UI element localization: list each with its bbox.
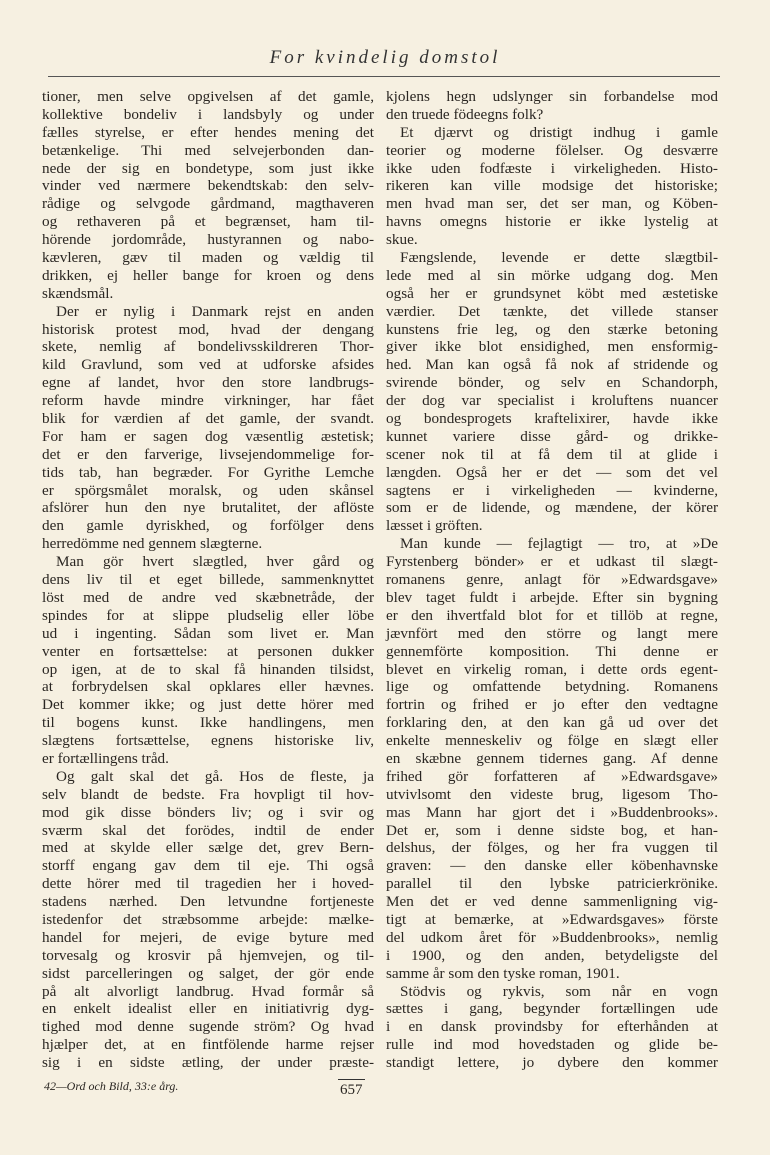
text-line: betænkelige. Thi med selvejerbonden dan-	[42, 141, 374, 159]
text-line: skændsmål.	[42, 284, 114, 302]
text-line: stadens nærhed. Den letvundne fortjeneste	[42, 893, 374, 911]
text-line: en enkelt idealist eller en initiativrig dyg-	[42, 1000, 374, 1018]
text-line: tioner, men selve opgivelsen af det gamle,	[42, 88, 374, 105]
text-line: tigt at bemærke, at »Edwardsgaves» förste	[386, 910, 718, 928]
text-line: kunstens frie leg, og den stærke betoning	[386, 320, 718, 338]
text-line: hjælper det, at en fintfölende harme rejser	[42, 1036, 374, 1054]
text-line: mas Mann har gjort det i »Buddenbrooks».	[386, 803, 718, 821]
text-line: Et djærvt og dristigt indhug i gamle	[400, 123, 718, 141]
text-line: til bogens kunst. Ikke handlingens, men	[42, 714, 374, 732]
text-line: For ham er sagen dog væsentlig æstetisk;	[42, 427, 374, 445]
text-line: drikken, ej heller bange for kroen og dens	[42, 266, 374, 284]
text-line: kævleren, gæv til maden og vældig til	[42, 249, 374, 267]
text-line: sværm skal det forödes, indtil de ender	[42, 821, 374, 839]
text-line: tighed mod denne sugende ström? Og hvad	[42, 1018, 374, 1036]
text-line: selv blandt de bedste. Fra hovpligt til hov-	[42, 785, 374, 803]
text-line: Man gör hvert slægtled, hver gård og	[56, 553, 374, 571]
text-line: parallel til den lybske patricierkrönike.	[386, 875, 718, 893]
text-line: at forbrydelsen skal opklares eller hævnes.	[42, 678, 374, 696]
text-line: værdier. Det tænkte, det villede stanser	[386, 302, 718, 320]
text-line: reform havde mindre virkninger, har fået	[42, 392, 374, 410]
text-line: fælles styrelse, er efter hendes mening det	[42, 123, 374, 141]
text-line: som er de lidende, og mændene, der körer	[386, 499, 718, 517]
page-number: 657	[338, 1079, 365, 1099]
text-line: sidst parcelleringen og salget, der gör ende	[42, 964, 374, 982]
text-line: kunnet variere disse gård- og drikke-	[386, 427, 718, 445]
text-line: spindes for at slippe pludselig eller löbe	[42, 606, 374, 624]
text-line: dette hörer med til tragedien her i hoved-	[42, 875, 374, 893]
text-line: en skæbne gennem tidernes gang. Af denne	[386, 749, 718, 767]
text-line: rulle ind mod hovedstaden og glide be-	[386, 1036, 718, 1054]
text-line: venter en fortsættelse: at personen dukker	[42, 642, 374, 660]
text-line: kollektive bondeliv i landsbyly og under	[42, 105, 374, 123]
text-line: nede der sig en bondetype, som just ikke	[42, 159, 374, 177]
text-line: romanens genre, anlagt för »Edwardsgave»	[386, 571, 718, 589]
text-line: slægtens fortsættelse, egnens historiske liv,	[42, 732, 374, 750]
text-line: dens liv til et eget billede, sammenknyttet	[42, 571, 374, 589]
text-line: blik for værdien af det gamle, der svandt.	[42, 410, 374, 428]
text-line: længden. Også her er det — som det vel	[386, 463, 718, 481]
text-line: enkelte menneskeliv og fölge en slægt eller	[386, 732, 718, 750]
text-line: ikke uden fodfæste i virkeligheden. Histo-	[386, 159, 718, 177]
text-line: er fortællingens tråd.	[42, 749, 169, 767]
text-line: i 1900, og den anden, betydeligste del	[386, 946, 718, 964]
text-line: er spörgsmålet moralsk, og uden skånsel	[42, 481, 374, 499]
text-line: Og galt skal det gå. Hos de fleste, ja	[56, 767, 374, 785]
text-line: hörende jordområde, hustyrannen og nabo-	[42, 231, 374, 249]
text-line: Stödvis og rykvis, som når en vogn	[400, 982, 718, 1000]
text-line: vinder ved nærmere bekendtskab: den selv-	[42, 177, 374, 195]
text-line: egne af landet, hvor den store landbrugs-	[42, 374, 374, 392]
text-line: Men det er ved denne sammenligning vig-	[386, 893, 718, 911]
text-line: det er den farverige, livsejendommelige for-	[42, 445, 374, 463]
text-line: löst med de andre ved skæbnetråde, der	[42, 588, 374, 606]
text-line: sagtens er i virkeligheden — kvinderne,	[386, 481, 718, 499]
text-line: Det er, som i denne sidste bog, et han-	[386, 821, 718, 839]
text-line: sig i en sidste ætling, der under præste-	[42, 1054, 374, 1072]
text-line: i en dansk provindsby for efterhånden at	[386, 1018, 718, 1036]
text-line: kjolens hegn udslynger sin forbandelse mod	[386, 88, 718, 105]
text-line: men hvad man ser, det ser man, og Köben-	[386, 195, 718, 213]
header-rule	[48, 76, 720, 77]
text-line: standigt lettere, jo dybere den kommer	[386, 1054, 718, 1072]
text-line: giver ikke blot ensidighed, men ensformig-	[386, 338, 718, 356]
text-line: kild Gravlund, som ved at udforske afsides	[42, 356, 374, 374]
text-line: graven: — den danske eller köbenhavnske	[386, 857, 718, 875]
text-line: og bondesprogets kraftelixirer, havde ikke	[386, 410, 718, 428]
text-line: Der er nylig i Danmark rejst en anden	[56, 302, 374, 320]
text-line: er den ihvertfald blot for et tillöb at regne,	[386, 606, 718, 624]
text-line: delshus, der fölges, og her fra vuggen til	[386, 839, 718, 857]
text-line: med at skylde eller sælge det, grev Bern-	[42, 839, 374, 857]
text-line: sættes i gang, begynder fortællingen ude	[386, 1000, 718, 1018]
text-line: istedenfor det stræbsomme arbejde: mælke-	[42, 910, 374, 928]
text-line: mod gik disse bönders liv; og i svir og	[42, 803, 374, 821]
text-line: Fængslende, levende er dette slægtbil-	[400, 249, 718, 267]
running-head-title: For kvindelig domstol	[269, 47, 501, 68]
text-line: skue.	[386, 231, 418, 249]
text-line: tids tab, han begræder. For Gyrithe Lemche	[42, 463, 374, 481]
text-line: afslörer hun den nye brutalitet, der aflöste	[42, 499, 374, 517]
right-column	[386, 88, 718, 1072]
text-line: Det kommer ikke; og just dette hörer med	[42, 696, 374, 714]
text-line: lige og omfattende betydning. Romanens	[386, 678, 718, 696]
text-line: skete, nemlig af bondelivsskildreren Thor-	[42, 338, 374, 356]
text-line: utvivlsomt den videste brug, ligesom Tho-	[386, 785, 718, 803]
text-line: frihed gör forfatteren af »Edwardsgave»	[386, 767, 718, 785]
text-line: læsset i gröften.	[386, 517, 483, 535]
text-line: gennemförte komposition. Thi denne er	[386, 642, 718, 660]
text-line: den truede födeegns folk?	[386, 105, 544, 123]
text-line: rikeren kan ville modsige det historiske;	[386, 177, 718, 195]
text-line: havns omegns historie er ikke lystelig at	[386, 213, 718, 231]
text-line: Fyrstenberg bönder» er et udkast til slægt-	[386, 553, 718, 571]
text-line: der dog var specialist i kroluftens nuancer	[386, 392, 718, 410]
text-line: scener nok til at få dem til at glide i	[386, 445, 718, 463]
text-line: også her er grundsynet köbt med æstetiske	[386, 284, 718, 302]
text-line: teorier og moderne fölelser. Og desværre	[386, 141, 718, 159]
text-line: storff engang gav dem til eje. Thi også	[42, 857, 374, 875]
text-line: op igen, at de to skal få hinanden tilsidst,	[42, 660, 374, 678]
footer-source: 42—Ord och Bild, 33:e årg.	[44, 1079, 179, 1093]
text-line: ud i ingenting. Sådan som livet er. Man	[42, 624, 374, 642]
text-line: den gamle dyriskhed, og forfölger dens	[42, 517, 374, 535]
text-line: handel for mejeri, de evige byture med	[42, 928, 374, 946]
text-line: svirende bönder, og selv en Schandorph,	[386, 374, 718, 392]
text-line: blevet en virkelig roman, i dette ords egent-	[386, 660, 718, 678]
text-line: samme år som den tyske roman, 1901.	[386, 964, 620, 982]
text-line: historisk protest mod, hvad der dengang	[42, 320, 374, 338]
text-line: torvesalg og krosvir på hjemvejen, og til-	[42, 946, 374, 964]
text-line: Man kunde — fejlagtigt — tro, at »De	[400, 535, 718, 553]
text-line: jævnfört med den större og langt mere	[386, 624, 718, 642]
text-line: og rethaveren på et begrænset, ham til-	[42, 213, 374, 231]
text-line: forklaring den, at den kan gå ud over det	[386, 714, 718, 732]
text-line: herredömme ned gennem slægterne.	[42, 535, 263, 553]
text-line: del udkom året för »Buddenbrooks», nemlig	[386, 928, 718, 946]
text-line: hed. Man kan også få nok af stridende og	[386, 356, 718, 374]
text-line: rådige og selvgode gårdmand, magthaveren	[42, 195, 374, 213]
text-line: blev taget fuldt i arbejde. Efter sin bygning	[386, 588, 718, 606]
text-line: lede med al sin mörke udgang dog. Men	[386, 266, 718, 284]
left-column	[42, 88, 374, 1072]
text-line: fortrin og frihed er jo efter den vedtagne	[386, 696, 718, 714]
text-line: på alt alvorligt landbrug. Hvad formår så	[42, 982, 374, 1000]
